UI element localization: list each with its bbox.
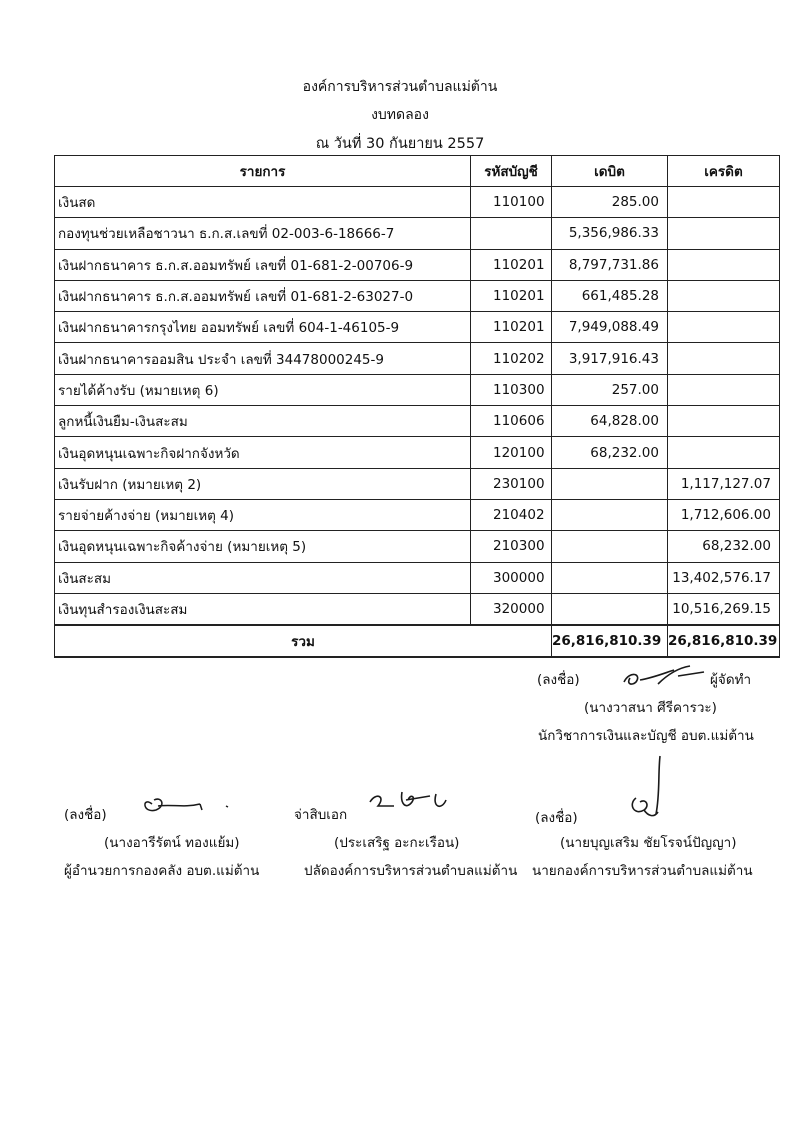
table-header-row: [55, 156, 780, 187]
row-debit-cell: [552, 562, 668, 593]
row-credit-cell: [668, 406, 780, 437]
finance-signature-image: [140, 790, 250, 820]
finance-sign-label: (ลงชื่อ): [64, 807, 107, 823]
row-credit-cell: 10,516,269.15: [668, 593, 780, 625]
row-credit-cell: 68,232.00: [668, 531, 780, 562]
clerk-name: (ประเสริฐ อะกะเรือน): [334, 835, 460, 851]
row-code-cell: 210300: [471, 531, 552, 562]
table-row: [55, 437, 780, 468]
row-item-cell: เงินอุดหนุนเฉพาะกิจฝากจังหวัด: [55, 437, 471, 468]
row-credit-cell: [668, 249, 780, 280]
row-debit-cell: 3,917,916.43: [552, 343, 668, 374]
column-header-item: รายการ: [55, 156, 471, 187]
row-item-cell: ลูกหนี้เงินยืม-เงินสะสม: [55, 406, 471, 437]
row-credit-cell: [668, 280, 780, 311]
row-credit-cell: [668, 312, 780, 343]
row-debit-cell: [552, 468, 668, 499]
row-debit-cell: 68,232.00: [552, 437, 668, 468]
row-credit-cell: [668, 218, 780, 249]
total-label: รวม: [55, 625, 552, 657]
org-name: องค์การบริหารส่วนตำบลแม่ต้าน: [302, 79, 498, 95]
row-debit-cell: 661,485.28: [552, 280, 668, 311]
row-item-cell: รายจ่ายค้างจ่าย (หมายเหตุ 4): [55, 499, 471, 530]
president-position: นายกองค์การบริหารส่วนตำบลแม่ต้าน: [532, 863, 753, 879]
preparer-role: ผู้จัดทำ: [710, 672, 752, 688]
table-row: [55, 562, 780, 593]
row-debit-cell: 7,949,088.49: [552, 312, 668, 343]
row-item-cell: เงินสะสม: [55, 562, 471, 593]
president-name: (นายบุญเสริม ชัยโรจน์ปัญญา): [560, 835, 737, 851]
row-code-cell: 110300: [471, 374, 552, 405]
clerk-position: ปลัดองค์การบริหารส่วนตำบลแม่ต้าน: [304, 863, 518, 879]
table-row: [55, 187, 780, 218]
president-sign-label: (ลงชื่อ): [535, 810, 578, 826]
row-credit-cell: 1,117,127.07: [668, 468, 780, 499]
total-credit: 26,816,810.39: [668, 625, 780, 657]
row-code-cell: 320000: [471, 593, 552, 625]
finance-position: ผู้อำนวยการกองคลัง อบต.แม่ต้าน: [64, 863, 260, 879]
row-credit-cell: [668, 437, 780, 468]
row-credit-cell: 1,712,606.00: [668, 499, 780, 530]
row-debit-cell: 285.00: [552, 187, 668, 218]
preparer-sign-label: (ลงชื่อ): [537, 672, 580, 688]
row-code-cell: 210402: [471, 499, 552, 530]
president-signature-image: [626, 754, 676, 824]
document-title: งบทดลอง: [371, 107, 429, 123]
row-code-cell: 110201: [471, 249, 552, 280]
row-credit-cell: [668, 374, 780, 405]
row-item-cell: กองทุนช่วยเหลือชาวนา ธ.ก.ส.เลขที่ 02-003-6-18666-7: [55, 218, 471, 249]
table-row: [55, 249, 780, 280]
trial-balance-table: [54, 155, 780, 658]
table-row: [55, 406, 780, 437]
row-code-cell: 110202: [471, 343, 552, 374]
row-item-cell: เงินฝากธนาคารออมสิน ประจำ เลขที่ 34478000245-9: [55, 343, 471, 374]
row-code-cell: 110201: [471, 312, 552, 343]
row-credit-cell: 13,402,576.17: [668, 562, 780, 593]
row-item-cell: เงินทุนสำรองเงินสะสม: [55, 593, 471, 625]
total-debit: 26,816,810.39: [552, 625, 668, 657]
row-item-cell: เงินสด: [55, 187, 471, 218]
column-header-debit: เดบิต: [552, 156, 668, 187]
row-debit-cell: 64,828.00: [552, 406, 668, 437]
row-item-cell: เงินฝากธนาคาร ธ.ก.ส.ออมทรัพย์ เลขที่ 01-681-2-63027-0: [55, 280, 471, 311]
row-item-cell: เงินอุดหนุนเฉพาะกิจค้างจ่าย (หมายเหตุ 5): [55, 531, 471, 562]
row-code-cell: [471, 218, 552, 249]
table-row: [55, 531, 780, 562]
table-row: [55, 468, 780, 499]
clerk-signature-image: [366, 784, 466, 818]
row-debit-cell: [552, 593, 668, 625]
row-item-cell: เงินฝากธนาคารกรุงไทย ออมทรัพย์ เลขที่ 604-1-46105-9: [55, 312, 471, 343]
row-debit-cell: 8,797,731.86: [552, 249, 668, 280]
row-code-cell: 120100: [471, 437, 552, 468]
row-item-cell: รายได้ค้างรับ (หมายเหตุ 6): [55, 374, 471, 405]
row-code-cell: 110100: [471, 187, 552, 218]
row-code-cell: 300000: [471, 562, 552, 593]
row-debit-cell: 5,356,986.33: [552, 218, 668, 249]
table-row: [55, 312, 780, 343]
row-debit-cell: [552, 499, 668, 530]
preparer-name: (นางวาสนา ศีรีคารวะ): [584, 700, 717, 716]
table-row: [55, 593, 780, 625]
finance-name: (นางอารีรัตน์ ทองแย้ม): [104, 835, 240, 851]
row-debit-cell: [552, 531, 668, 562]
table-row: [55, 374, 780, 405]
table-row: [55, 343, 780, 374]
clerk-rank: จ่าสิบเอก: [294, 807, 348, 823]
table-row: [55, 218, 780, 249]
report-date: ณ วันที่ 30 กันยายน 2557: [315, 136, 485, 152]
row-debit-cell: 257.00: [552, 374, 668, 405]
total-row: [55, 625, 780, 657]
column-header-credit: เครดิต: [668, 156, 780, 187]
table-row: [55, 280, 780, 311]
row-credit-cell: [668, 187, 780, 218]
row-code-cell: 110201: [471, 280, 552, 311]
preparer-position: นักวิชาการเงินและบัญชี อบต.แม่ต้าน: [538, 728, 754, 744]
row-item-cell: เงินฝากธนาคาร ธ.ก.ส.ออมทรัพย์ เลขที่ 01-681-2-00706-9: [55, 249, 471, 280]
row-code-cell: 230100: [471, 468, 552, 499]
row-code-cell: 110606: [471, 406, 552, 437]
table-row: [55, 499, 780, 530]
preparer-signature-image: [618, 660, 708, 690]
row-item-cell: เงินรับฝาก (หมายเหตุ 2): [55, 468, 471, 499]
column-header-code: รหัสบัญชี: [471, 156, 552, 187]
row-credit-cell: [668, 343, 780, 374]
